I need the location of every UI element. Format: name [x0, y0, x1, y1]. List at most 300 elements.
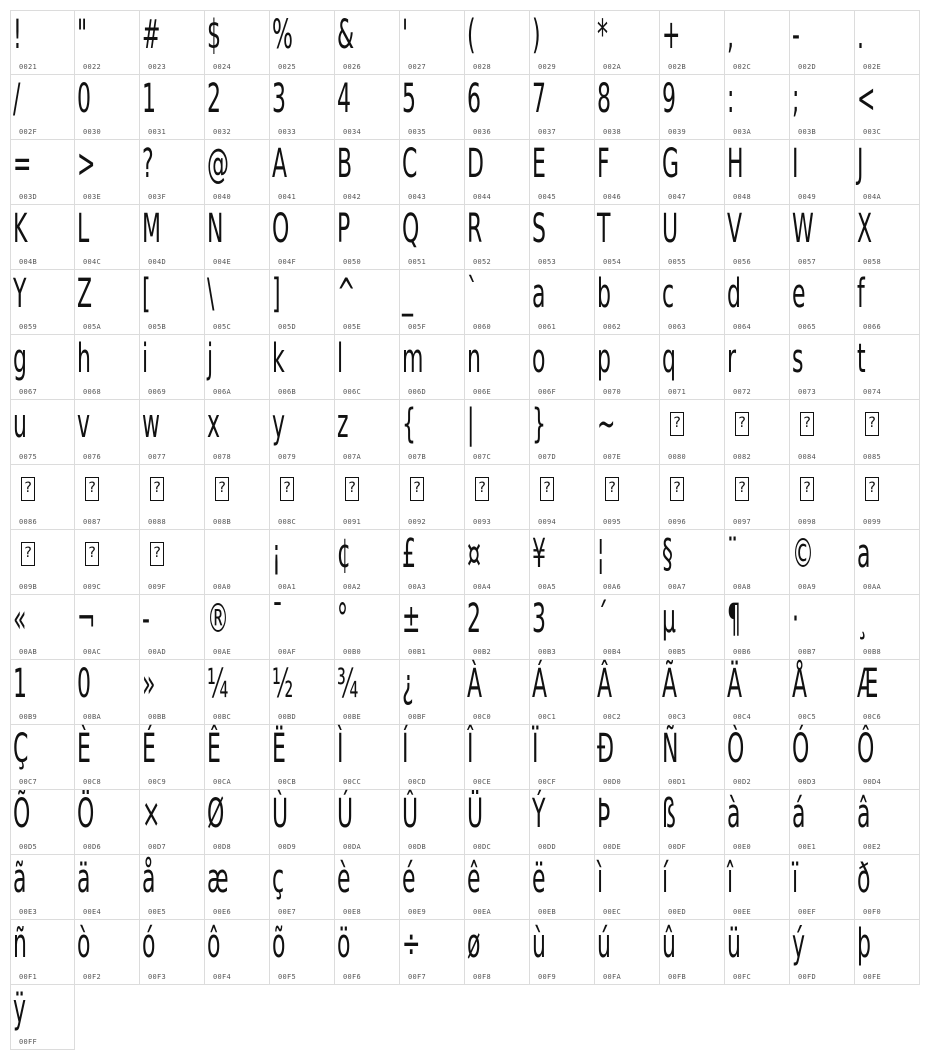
codepoint-label: 00DB: [408, 843, 427, 851]
codepoint-label: 0088: [148, 518, 167, 526]
glyph-cell: [595, 920, 660, 985]
codepoint-label: 00FF: [19, 1038, 38, 1046]
codepoint-label: 00FB: [668, 973, 687, 981]
codepoint-label: 0031: [148, 128, 167, 136]
glyph-sample: @: [207, 141, 229, 187]
glyph-cell: [790, 335, 855, 400]
glyph-cell: [660, 595, 725, 660]
codepoint-label: 00E7: [278, 908, 297, 916]
glyph-sample: ,: [727, 12, 734, 58]
glyph-sample: N: [207, 206, 224, 252]
codepoint-label: 00E8: [343, 908, 362, 916]
glyph-cell: [205, 595, 270, 660]
missing-glyph-icon: ?: [735, 412, 749, 436]
glyph-sample: Ñ: [662, 726, 679, 772]
glyph-sample: A: [272, 141, 288, 187]
codepoint-label: 0027: [408, 63, 427, 71]
glyph-sample: ': [402, 12, 409, 58]
glyph-sample: X: [857, 206, 873, 252]
missing-glyph-box: [77, 524, 110, 584]
codepoint-label: 0099: [863, 518, 882, 526]
glyph-sample: ¶: [727, 596, 741, 642]
glyph-sample: U: [662, 206, 679, 252]
missing-glyph-box: [402, 459, 435, 519]
codepoint-label: 00D9: [278, 843, 297, 851]
glyph-sample: ù: [532, 921, 546, 967]
missing-glyph-box: [77, 459, 110, 519]
glyph-sample: â: [857, 791, 871, 837]
codepoint-label: 008B: [213, 518, 232, 526]
codepoint-label: 00F0: [863, 908, 882, 916]
codepoint-label: 0065: [798, 323, 817, 331]
codepoint-label: 00D2: [733, 778, 752, 786]
codepoint-label: 0038: [603, 128, 622, 136]
missing-glyph-icon: ?: [280, 477, 294, 501]
codepoint-label: 00D3: [798, 778, 817, 786]
missing-glyph-icon: ?: [605, 477, 619, 501]
glyph-cell: [855, 10, 920, 75]
codepoint-label: 00C0: [473, 713, 492, 721]
codepoint-label: 00C1: [538, 713, 557, 721]
glyph-sample: Ó: [792, 726, 810, 772]
glyph-sample: Ú: [337, 791, 354, 837]
glyph-cell: [205, 270, 270, 335]
codepoint-label: 0070: [603, 388, 622, 396]
glyph-sample: >: [77, 141, 96, 187]
glyph-cell: [790, 10, 855, 75]
glyph-cell: [140, 10, 205, 75]
codepoint-label: 00B6: [733, 648, 752, 656]
codepoint-label: 00EA: [473, 908, 492, 916]
codepoint-label: 002F: [19, 128, 38, 136]
glyph-sample: |: [467, 401, 475, 447]
codepoint-label: 0066: [863, 323, 882, 331]
glyph-cell: [10, 270, 75, 335]
glyph-cell: [660, 790, 725, 855]
glyph-cell: [595, 400, 660, 465]
glyph-cell: [595, 530, 660, 595]
missing-glyph-box: [662, 459, 695, 519]
codepoint-label: 00B2: [473, 648, 492, 656]
codepoint-label: 0058: [863, 258, 882, 266]
codepoint-label: 00D1: [668, 778, 687, 786]
glyph-cell: [400, 595, 465, 660]
glyph-cell: [270, 270, 335, 335]
missing-glyph-icon: ?: [670, 412, 684, 436]
glyph-sample: ø: [467, 921, 481, 967]
missing-glyph-icon: ?: [85, 542, 99, 566]
glyph-cell: [790, 465, 855, 530]
codepoint-label: 00A0: [213, 583, 232, 591]
glyph-sample: %: [272, 12, 293, 58]
codepoint-label: 002D: [798, 63, 817, 71]
glyph-sample: °: [337, 596, 348, 642]
codepoint-label: 00AB: [19, 648, 38, 656]
glyph-sample: é: [402, 856, 416, 902]
glyph-sample: a: [857, 531, 871, 577]
codepoint-label: 00A9: [798, 583, 817, 591]
glyph-sample: Ì: [337, 726, 344, 772]
glyph-cell: [660, 75, 725, 140]
codepoint-label: 0029: [538, 63, 557, 71]
codepoint-label: 002E: [863, 63, 882, 71]
glyph-cell: [465, 855, 530, 920]
glyph-cell: [660, 660, 725, 725]
codepoint-label: 00ED: [668, 908, 687, 916]
glyph-cell: [335, 920, 400, 985]
codepoint-label: 00EB: [538, 908, 557, 916]
glyph-cell: [75, 465, 140, 530]
glyph-sample: ×: [142, 791, 161, 837]
glyph-sample: g: [13, 336, 27, 382]
glyph-cell: [855, 595, 920, 660]
codepoint-label: 0047: [668, 193, 687, 201]
glyph-sample: t: [857, 336, 866, 382]
codepoint-label: 0063: [668, 323, 687, 331]
codepoint-label: 0082: [733, 453, 752, 461]
codepoint-label: 00B4: [603, 648, 622, 656]
glyph-sample: n: [467, 336, 481, 382]
codepoint-label: 0056: [733, 258, 752, 266]
glyph-cell: [75, 270, 140, 335]
glyph-cell: [855, 140, 920, 205]
glyph-cell: [10, 855, 75, 920]
glyph-cell: [10, 75, 75, 140]
glyph-cell: [595, 10, 660, 75]
glyph-sample: #: [142, 12, 161, 58]
glyph-cell: [140, 400, 205, 465]
glyph-sample: Ü: [467, 791, 484, 837]
glyph-cell: [400, 270, 465, 335]
codepoint-label: 004B: [19, 258, 38, 266]
codepoint-label: 0069: [148, 388, 167, 396]
glyph-cell: [660, 400, 725, 465]
glyph-cell: [790, 660, 855, 725]
glyph-sample: µ: [662, 596, 676, 642]
glyph-sample: L: [77, 206, 90, 252]
glyph-cell: [270, 790, 335, 855]
codepoint-label: 004F: [278, 258, 297, 266]
codepoint-label: 007C: [473, 453, 492, 461]
glyph-cell: [790, 595, 855, 660]
glyph-cell: [75, 335, 140, 400]
glyph-cell: [270, 595, 335, 660]
glyph-cell: [10, 10, 75, 75]
glyph-sample: Á: [532, 661, 548, 707]
codepoint-label: 00A4: [473, 583, 492, 591]
codepoint-label: 0055: [668, 258, 687, 266]
glyph-cell: [335, 790, 400, 855]
glyph-cell: [75, 400, 140, 465]
glyph-cell: [75, 140, 140, 205]
glyph-sample: ©: [792, 531, 814, 577]
glyph-sample: !: [13, 12, 22, 58]
glyph-sample: $: [207, 12, 221, 58]
codepoint-label: 0040: [213, 193, 232, 201]
codepoint-label: 00DC: [473, 843, 492, 851]
glyph-cell: [855, 530, 920, 595]
glyph-sample: ÷: [402, 921, 421, 967]
glyph-sample: Ò: [727, 726, 745, 772]
codepoint-label: 0037: [538, 128, 557, 136]
glyph-sample: ì: [597, 856, 604, 902]
codepoint-label: 00AF: [278, 648, 297, 656]
glyph-sample: *: [597, 12, 608, 58]
codepoint-label: 005D: [278, 323, 297, 331]
glyph-sample: v: [77, 401, 91, 447]
glyph-sample: Õ: [13, 791, 31, 837]
glyph-cell: [660, 10, 725, 75]
missing-glyph-box: [792, 459, 825, 519]
glyph-cell: [855, 790, 920, 855]
glyph-sample: ?: [142, 141, 154, 187]
glyph-cell: [660, 725, 725, 790]
glyph-cell: [660, 270, 725, 335]
glyph-cell: [270, 400, 335, 465]
glyph-sample: Ý: [532, 791, 546, 837]
glyph-cell: [270, 530, 335, 595]
glyph-sample: ¤: [467, 531, 481, 577]
glyph-cell: [725, 400, 790, 465]
glyph-cell: [465, 205, 530, 270]
glyph-sample: f: [857, 271, 865, 317]
glyph-sample: ß: [662, 791, 676, 837]
glyph-sample: õ: [272, 921, 286, 967]
codepoint-label: 0036: [473, 128, 492, 136]
codepoint-label: 0094: [538, 518, 557, 526]
codepoint-label: 0039: [668, 128, 687, 136]
glyph-cell: [660, 335, 725, 400]
glyph-cell: [400, 400, 465, 465]
glyph-cell: [335, 335, 400, 400]
missing-glyph-icon: ?: [475, 477, 489, 501]
glyph-cell: [10, 465, 75, 530]
codepoint-label: 00C3: [668, 713, 687, 721]
glyph-sample: T: [597, 206, 611, 252]
codepoint-label: 009B: [19, 583, 38, 591]
glyph-cell: [75, 725, 140, 790]
glyph-sample: u: [13, 401, 27, 447]
glyph-cell: [855, 400, 920, 465]
glyph-cell: [595, 790, 660, 855]
glyph-cell: [855, 75, 920, 140]
glyph-cell: [400, 660, 465, 725]
codepoint-label: 0034: [343, 128, 362, 136]
glyph-cell: [530, 725, 595, 790]
glyph-cell: [10, 205, 75, 270]
missing-glyph-box: [142, 524, 175, 584]
codepoint-label: 0080: [668, 453, 687, 461]
codepoint-label: 00C6: [863, 713, 882, 721]
codepoint-label: 00A8: [733, 583, 752, 591]
glyph-cell: [855, 855, 920, 920]
glyph-cell: [465, 660, 530, 725]
codepoint-label: 00DF: [668, 843, 687, 851]
codepoint-label: 0022: [83, 63, 102, 71]
codepoint-label: 0026: [343, 63, 362, 71]
glyph-cell: [465, 400, 530, 465]
glyph-sample: «: [13, 596, 27, 642]
glyph-sample: Ù: [272, 791, 289, 837]
glyph-cell: [400, 920, 465, 985]
codepoint-label: 005F: [408, 323, 427, 331]
glyph-sample: Ä: [727, 661, 743, 707]
glyph-cell: [465, 530, 530, 595]
glyph-cell: [335, 855, 400, 920]
glyph-cell: [270, 140, 335, 205]
glyph-cell: [270, 205, 335, 270]
codepoint-label: 00BD: [278, 713, 297, 721]
codepoint-label: 00D0: [603, 778, 622, 786]
glyph-sample: E: [532, 141, 546, 187]
glyph-cell: [140, 270, 205, 335]
glyph-sample: [207, 524, 240, 584]
codepoint-label: 0033: [278, 128, 297, 136]
glyph-cell: [335, 595, 400, 660]
codepoint-label: 00AE: [213, 648, 232, 656]
glyph-sample: ~: [597, 401, 616, 447]
glyph-sample: Ë: [272, 726, 286, 772]
glyph-sample: ¼: [207, 661, 229, 707]
glyph-sample: q: [662, 336, 676, 382]
missing-glyph-box: [532, 459, 565, 519]
glyph-cell: [75, 10, 140, 75]
codepoint-label: 004D: [148, 258, 167, 266]
missing-glyph-box: [13, 459, 46, 519]
codepoint-label: 00BE: [343, 713, 362, 721]
codepoint-label: 0053: [538, 258, 557, 266]
glyph-sample: 2: [467, 596, 481, 642]
glyph-cell: [205, 465, 270, 530]
glyph-cell: [140, 595, 205, 660]
codepoint-label: 00F5: [278, 973, 297, 981]
codepoint-label: 005C: [213, 323, 232, 331]
glyph-sample: [: [142, 271, 151, 317]
codepoint-label: 00F7: [408, 973, 427, 981]
glyph-sample: V: [727, 206, 743, 252]
codepoint-label: 00BA: [83, 713, 102, 721]
glyph-cell: [400, 140, 465, 205]
glyph-sample: w: [142, 401, 160, 447]
glyph-sample: ð: [857, 856, 871, 902]
glyph-cell: [10, 920, 75, 985]
glyph-sample: \: [207, 271, 215, 317]
glyph-sample: ": [77, 12, 88, 58]
glyph-sample: ¯: [272, 596, 283, 642]
glyph-sample: ò: [77, 921, 91, 967]
glyph-cell: [335, 75, 400, 140]
glyph-cell: [10, 790, 75, 855]
glyph-sample: ë: [532, 856, 546, 902]
glyph-sample: î: [727, 856, 734, 902]
glyph-cell: [10, 530, 75, 595]
codepoint-label: 003D: [19, 193, 38, 201]
codepoint-label: 00F8: [473, 973, 492, 981]
glyph-cell: [725, 270, 790, 335]
codepoint-label: 007A: [343, 453, 362, 461]
missing-glyph-icon: ?: [865, 412, 879, 436]
glyph-cell: [335, 270, 400, 335]
glyph-cell: [270, 920, 335, 985]
missing-glyph-icon: ?: [540, 477, 554, 501]
glyph-cell: [270, 855, 335, 920]
glyph-sample: Ø: [207, 791, 225, 837]
codepoint-label: 006F: [538, 388, 557, 396]
glyph-sample: À: [467, 661, 483, 707]
glyph-cell: [725, 205, 790, 270]
codepoint-label: 00CA: [213, 778, 232, 786]
codepoint-label: 00A7: [668, 583, 687, 591]
glyph-sample: ¥: [532, 531, 546, 577]
glyph-sample: þ: [857, 921, 871, 967]
glyph-sample: :: [727, 76, 735, 122]
codepoint-label: 0052: [473, 258, 492, 266]
codepoint-label: 00E3: [19, 908, 38, 916]
glyph-sample: û: [662, 921, 676, 967]
glyph-cell: [205, 205, 270, 270]
glyph-cell: [660, 920, 725, 985]
glyph-cell: [10, 595, 75, 660]
glyph-cell: [595, 855, 660, 920]
glyph-sample: è: [337, 856, 351, 902]
glyph-sample: ;: [792, 76, 800, 122]
glyph-sample: ¨: [727, 531, 738, 577]
glyph-cell: [205, 725, 270, 790]
glyph-sample: ¦: [597, 531, 605, 577]
glyph-cell: [270, 335, 335, 400]
codepoint-label: 003F: [148, 193, 167, 201]
glyph-sample: ¡: [272, 531, 281, 577]
codepoint-label: 00E1: [798, 843, 817, 851]
glyph-cell: [595, 75, 660, 140]
codepoint-label: 0025: [278, 63, 297, 71]
glyph-sample: C: [402, 141, 418, 187]
glyph-sample: a: [532, 271, 546, 317]
glyph-sample: Y: [13, 271, 27, 317]
glyph-sample: 9: [662, 76, 676, 122]
codepoint-label: 00A3: [408, 583, 427, 591]
codepoint-label: 0071: [668, 388, 687, 396]
glyph-cell: [530, 270, 595, 335]
glyph-cell: [335, 465, 400, 530]
codepoint-label: 00FC: [733, 973, 752, 981]
glyph-sample: å: [142, 856, 156, 902]
glyph-cell: [140, 205, 205, 270]
codepoint-label: 006E: [473, 388, 492, 396]
codepoint-label: 0092: [408, 518, 427, 526]
glyph-cell: [205, 660, 270, 725]
glyph-cell: [400, 10, 465, 75]
codepoint-label: 0096: [668, 518, 687, 526]
glyph-sample: S: [532, 206, 546, 252]
glyph-cell: [595, 335, 660, 400]
glyph-cell: [660, 140, 725, 205]
codepoint-label: 00AC: [83, 648, 102, 656]
glyph-cell: [140, 660, 205, 725]
codepoint-label: 00E9: [408, 908, 427, 916]
codepoint-label: 00FD: [798, 973, 817, 981]
glyph-cell: [270, 725, 335, 790]
glyph-cell: [725, 335, 790, 400]
codepoint-label: 009F: [148, 583, 167, 591]
glyph-sample: Þ: [597, 791, 611, 837]
glyph-sample: Ö: [77, 791, 95, 837]
glyph-cell: [400, 855, 465, 920]
codepoint-label: 00CF: [538, 778, 557, 786]
codepoint-label: 006A: [213, 388, 232, 396]
missing-glyph-box: [13, 524, 46, 584]
missing-glyph-box: [467, 459, 500, 519]
